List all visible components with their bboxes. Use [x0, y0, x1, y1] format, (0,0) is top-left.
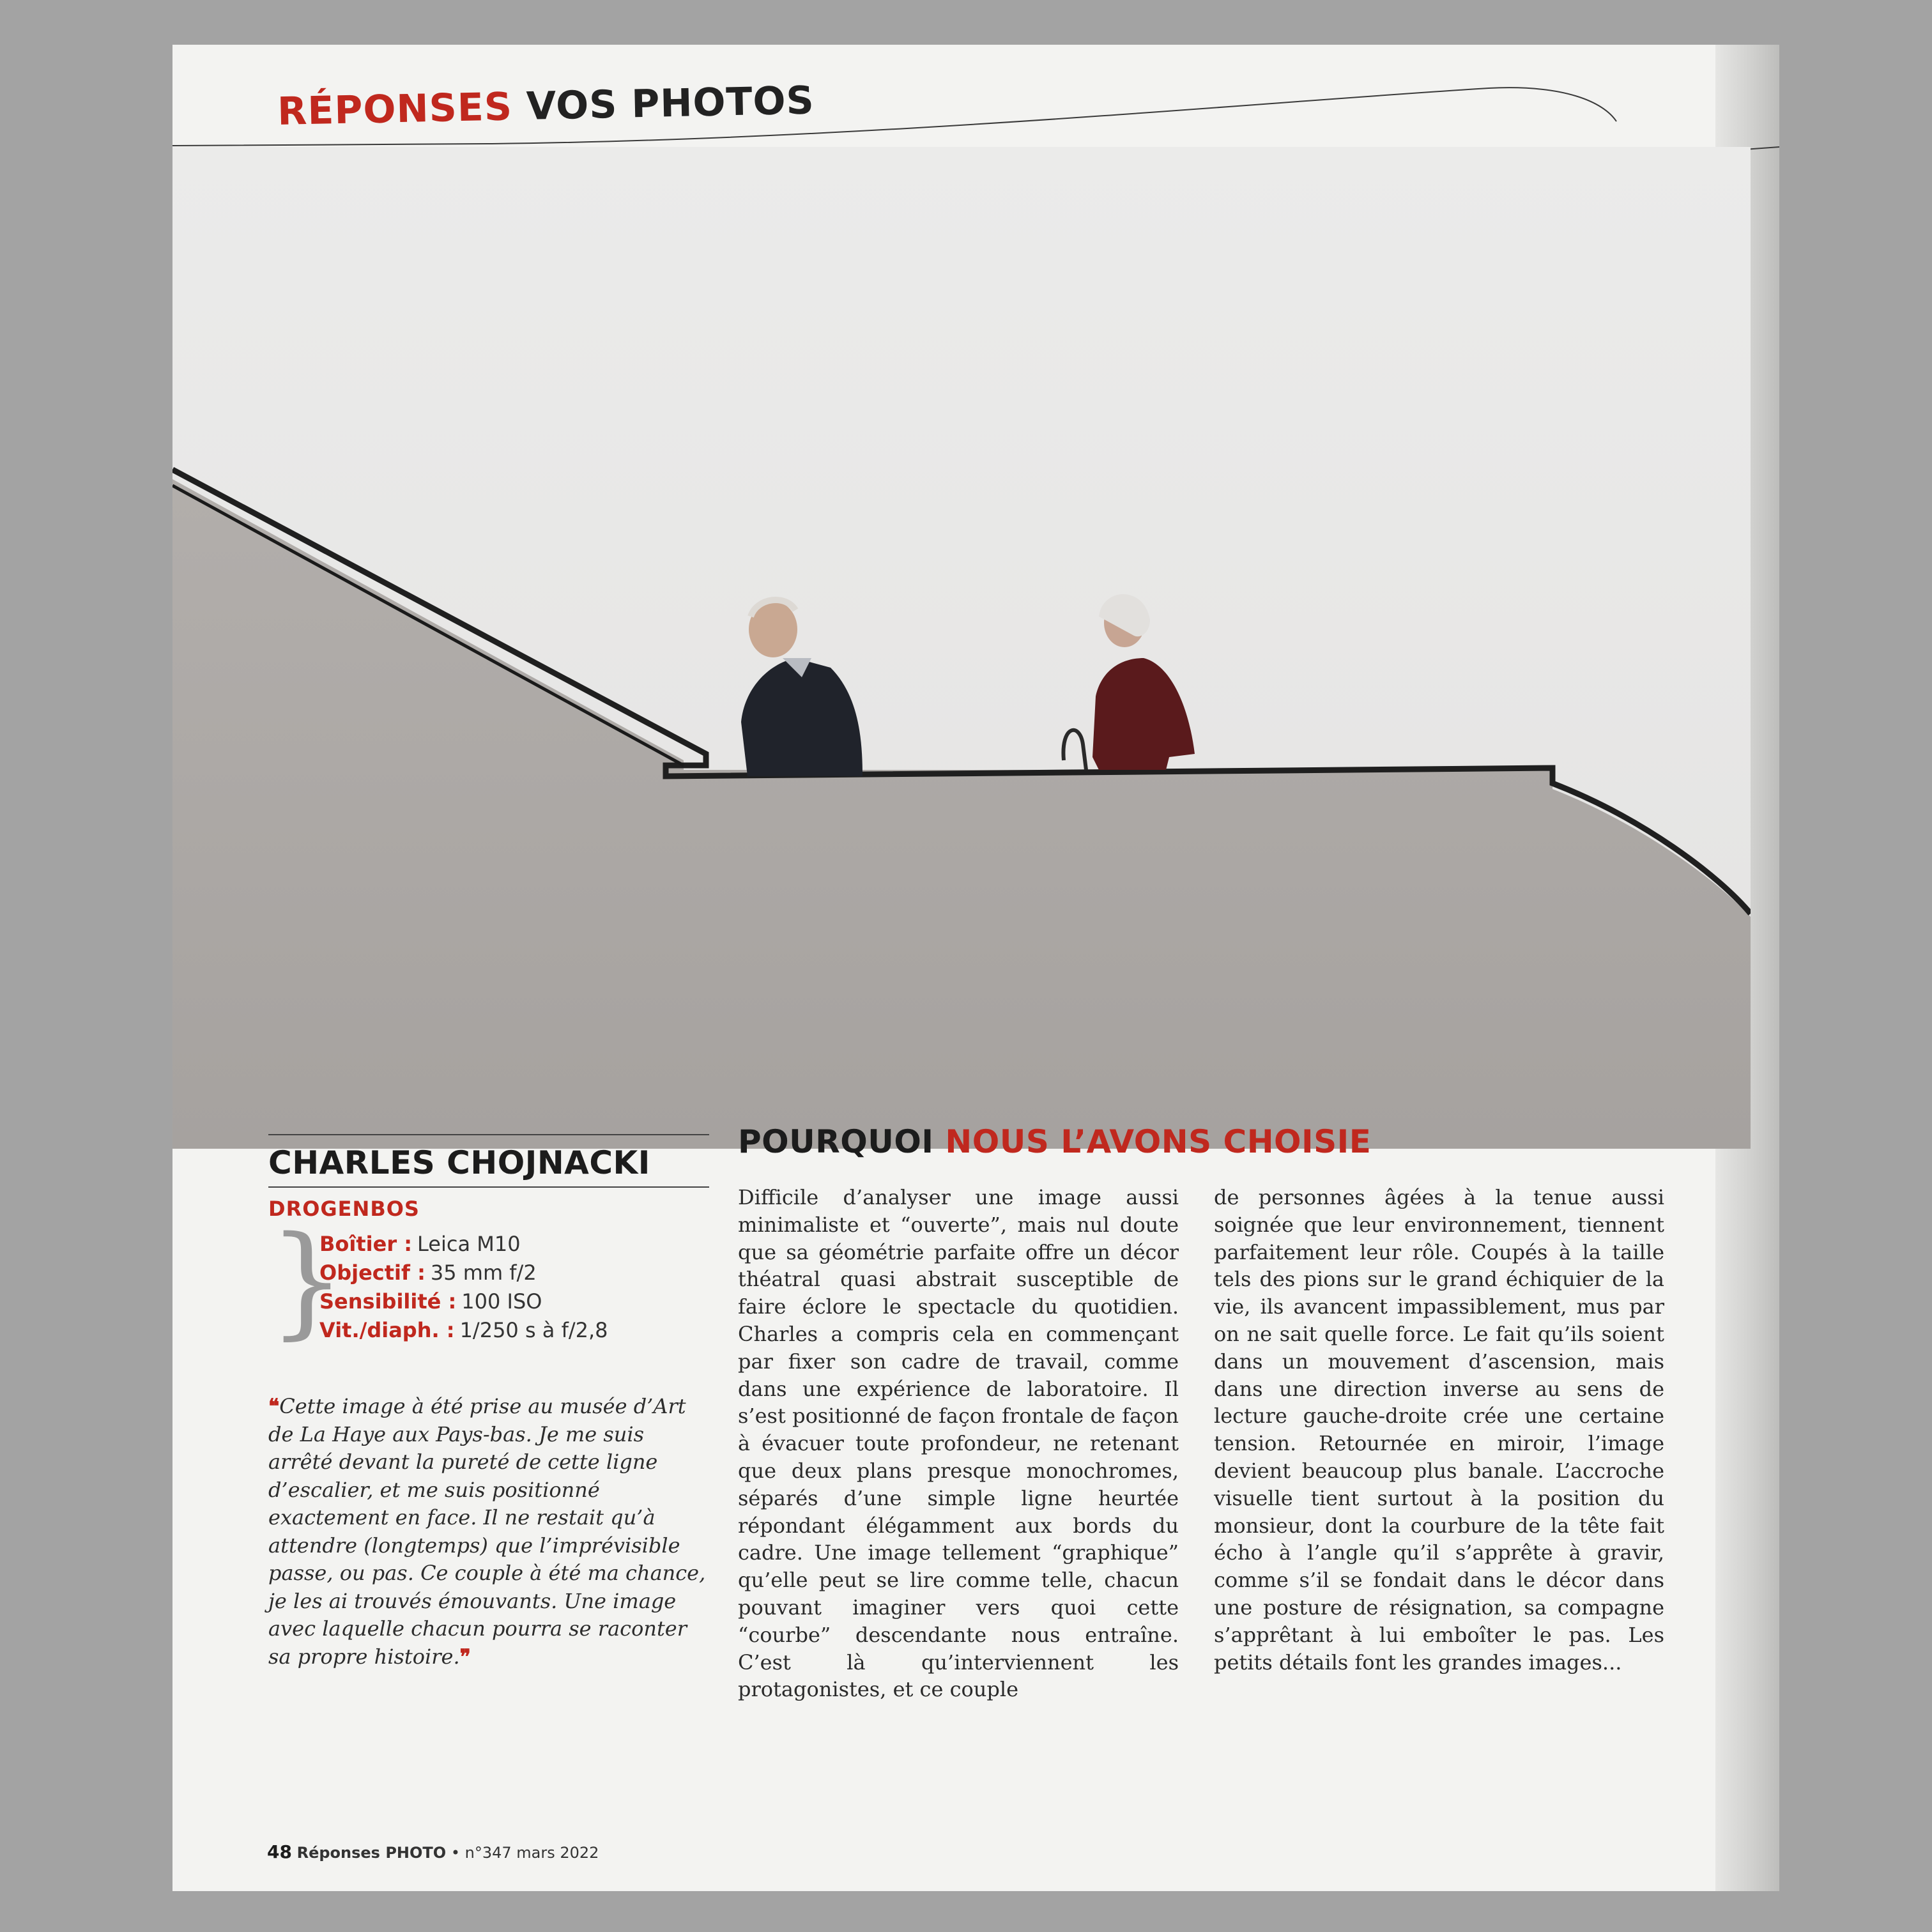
photographer-box — [268, 1134, 709, 1671]
photographer-city: DROGENBOS — [268, 1197, 420, 1221]
photographer-quote — [268, 1393, 709, 1671]
spec-label: Vit./diaph. : — [319, 1318, 455, 1342]
spec-value: 35 mm f/2 — [430, 1261, 537, 1285]
spec-label: Objectif : — [319, 1261, 425, 1285]
magazine-page — [172, 45, 1779, 1891]
article-title-red: NOUS L’AVONS CHOISIE — [945, 1123, 1372, 1160]
spec-label: Boîtier : — [319, 1232, 413, 1256]
article-column-1: Difficile d’analyser une image aussi minimaliste et “ouverte”, mais nul doute que sa géométrie parfaite offre un décor théatral quasi abstrait susceptible de faire éclore le spectacle du quotidien. Charles a compris cela en commençant par fixer son cadre de travail, comme dans une expérience de laboratoire. Il s’est positionné de façon frontale de façon à évacuer toute profondeur, ne retenant que deux plans presque monochromes, séparés d’une simple ligne heurtée répondant élégamment aux bords du cadre. Une image tellement “graphique” qu’elle peut se lire comme telle, chacun pouvant imaginer vers quoi cette “courbe” descendante nous entraîne. C’est là qu’interviennent les protagonistes, et ce couple — [738, 1185, 1179, 1702]
camera-specs — [268, 1210, 709, 1351]
spec-row — [319, 1287, 709, 1316]
photographer-name: CHARLES CHOJNACKI — [268, 1135, 709, 1188]
spec-row — [319, 1259, 709, 1287]
article-title — [738, 1123, 1371, 1160]
close-quote-icon: ❞ — [459, 1644, 471, 1669]
spec-value: 1/250 s à f/2,8 — [459, 1318, 608, 1342]
section-header-red: RÉPONSES — [277, 84, 513, 134]
article-title-dark: POURQUOI — [738, 1123, 934, 1160]
open-quote-icon: ❝ — [268, 1394, 280, 1418]
spec-label: Sensibilité : — [319, 1289, 457, 1314]
spec-value: Leica M10 — [417, 1232, 521, 1256]
section-header-dark: VOS PHOTOS — [526, 78, 815, 129]
issue-info: • n°347 mars 2022 — [450, 1844, 599, 1862]
spec-value: 100 ISO — [461, 1289, 542, 1314]
quote-text: Cette image à été prise au musée d’Art de La Haye aux Pays-bas. Je me suis arrêté devant la pureté de cette ligne d’escalier, et me suis positionné exactement en face. Il ne restait qu’à attendre (longtemps) que l’imprévisible passe, ou pas. Ce couple à été ma chance, je les ai trouvés émouvants. Une image avec laquelle chacun pourra se raconter sa propre histoire. — [268, 1394, 706, 1669]
page-number: 48 — [267, 1841, 292, 1862]
spec-row — [319, 1316, 709, 1345]
article-column-2: de personnes âgées à la tenue aussi soignée que leur environnement, tiennent parfaitement leur rôle. Coupés à la taille tels des pions sur le grand échiquier de la vie, ils avancent impassiblement, mus par on ne sait quelle force. Le fait qu’ils soient dans un mouvement d’ascension, mais dans une direction inverse au sens de lecture gauche-droite crée une certaine tension. Retournée en miroir, l’image devient beaucoup plus banale. L’accroche visuelle tient surtout à la position du monsieur, dont la courbure de la tête fait écho à l’angle qu’il s’apprête à gravir, comme s’il se fondait dans le décor dans une posture de résignation, sa compagne s’apprêtant à lui emboîter le pas. Les petits détails font les grandes images... — [1214, 1185, 1664, 1675]
magazine-name: Réponses PHOTO — [296, 1844, 447, 1862]
spec-row — [319, 1230, 709, 1259]
page-footer — [267, 1841, 599, 1862]
staircase-photo — [172, 147, 1751, 1149]
brace-icon: } — [268, 1210, 346, 1351]
